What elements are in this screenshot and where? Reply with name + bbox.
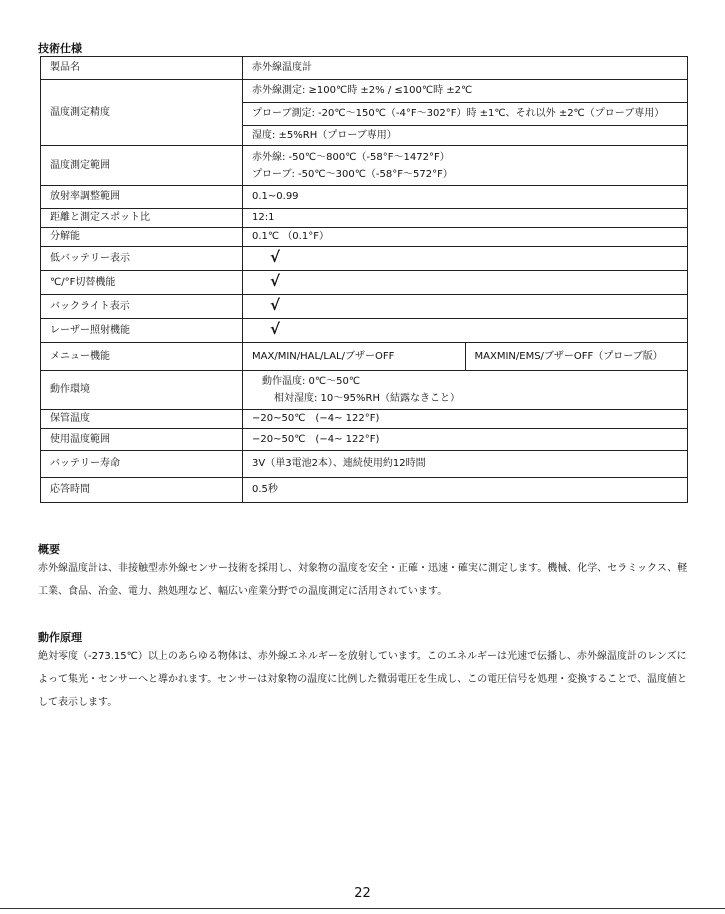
row-label: 応答時間 xyxy=(41,478,243,503)
row-value xyxy=(243,146,688,186)
row-label: 分解能 xyxy=(41,228,243,247)
row-label: 放射率調整範囲 xyxy=(41,186,243,209)
row-value: −20~50℃ (−4~ 122°F) xyxy=(243,429,688,451)
checkmark-icon: √ xyxy=(270,296,281,314)
row-label: レーザー照射機能 xyxy=(41,319,243,343)
table-row xyxy=(41,80,688,103)
page-number: 22 xyxy=(354,886,371,901)
row-label: 使用温度範囲 xyxy=(41,429,243,451)
row-value-line: プローブ: -50℃～300℃（-58°F～572°F） xyxy=(252,168,453,180)
row-label: バックライト表示 xyxy=(41,295,243,319)
row-label: 距離と測定スポット比 xyxy=(41,209,243,228)
row-label: メニュー機能 xyxy=(41,343,243,371)
row-value-line: 赤外線: -50℃～800℃（-58°F～1472°F） xyxy=(252,151,450,163)
row-value xyxy=(243,295,688,319)
row-value: 赤外線温度計 xyxy=(243,57,688,80)
table-row xyxy=(41,343,688,371)
row-value: プローブ測定: -20℃～150℃（-4°F～302°F）時 ±1℃、それ以外 ±2℃（プローブ専用） xyxy=(243,103,688,126)
table-row xyxy=(41,429,688,451)
row-value-line: 動作温度: 0℃～50℃ xyxy=(262,376,361,387)
table-row xyxy=(41,57,688,80)
row-value-a: MAX/MIN/HAL/LAL/ブザーOFF xyxy=(243,343,466,371)
row-value: 赤外線測定: ≥100℃時 ±2% / ≤100℃時 ±2℃ xyxy=(243,80,688,103)
table-row xyxy=(41,146,688,186)
table-row xyxy=(41,209,688,228)
overview-paragraph: 赤外線温度計は、非接触型赤外線センサー技術を採用し、対象物の温度を安全・正確・迅速・確実に測定します。機械、化学、セラミックス、軽工業、食品、冶金、電力、熱処理など、幅広い産業分野での温度測定に活用されています。 xyxy=(38,563,688,597)
row-value: 0.1~0.99 xyxy=(243,186,688,209)
row-value-b: MAXMIN/EMS/ブザーOFF（プローブ版） xyxy=(465,343,688,371)
table-row xyxy=(41,451,688,478)
table-row xyxy=(41,295,688,319)
checkmark-icon: √ xyxy=(270,248,281,266)
row-label: 温度測定範囲 xyxy=(41,146,243,186)
row-value: 0.1℃ （0.1°F） xyxy=(243,228,688,247)
row-value xyxy=(243,371,688,410)
row-value-line: 相対湿度: 10～95%RH（結露なきこと） xyxy=(274,393,460,404)
row-value: −20~50℃ (−4~ 122°F) xyxy=(243,410,688,429)
table-row xyxy=(41,478,688,503)
overview-heading: 概要 xyxy=(38,543,60,556)
checkmark-icon: √ xyxy=(270,272,281,290)
table-row xyxy=(41,228,688,247)
spec-table xyxy=(40,56,688,503)
bottom-divider xyxy=(0,908,725,909)
row-label: 製品名 xyxy=(41,57,243,80)
table-row xyxy=(41,271,688,295)
row-value xyxy=(243,319,688,343)
row-value: 0.5秒 xyxy=(243,478,688,503)
row-value xyxy=(243,247,688,271)
table-row xyxy=(41,371,688,410)
row-label: 動作環境 xyxy=(41,371,243,410)
row-value xyxy=(243,271,688,295)
table-row xyxy=(41,186,688,209)
row-value: 湿度: ±5%RH（プローブ専用） xyxy=(243,126,688,146)
table-row xyxy=(41,410,688,429)
row-label: 保管温度 xyxy=(41,410,243,429)
row-label: ℃/°F切替機能 xyxy=(41,271,243,295)
row-value: 3V（単3電池2本）、連続使用約12時間 xyxy=(243,451,688,478)
row-label: 低バッテリー表示 xyxy=(41,247,243,271)
table-row xyxy=(41,319,688,343)
row-label: 温度測定精度 xyxy=(41,80,243,146)
row-value: 12:1 xyxy=(243,209,688,228)
checkmark-icon: √ xyxy=(270,320,281,338)
spec-heading: 技術仕様 xyxy=(38,42,82,55)
table-row xyxy=(41,247,688,271)
row-label: バッテリー寿命 xyxy=(41,451,243,478)
principle-paragraph: 絶対零度（-273.15℃）以上のあらゆる物体は、赤外線エネルギーを放射しています。このエネルギーは光速で伝播し、赤外線温度計のレンズによって集光・センサーへと導かれます。センサーは対象物の温度に比例した微弱電圧を生成し、この電圧信号を処理・変換することで、温度値として表示します。 xyxy=(38,651,687,708)
principle-heading: 動作原理 xyxy=(38,631,82,644)
